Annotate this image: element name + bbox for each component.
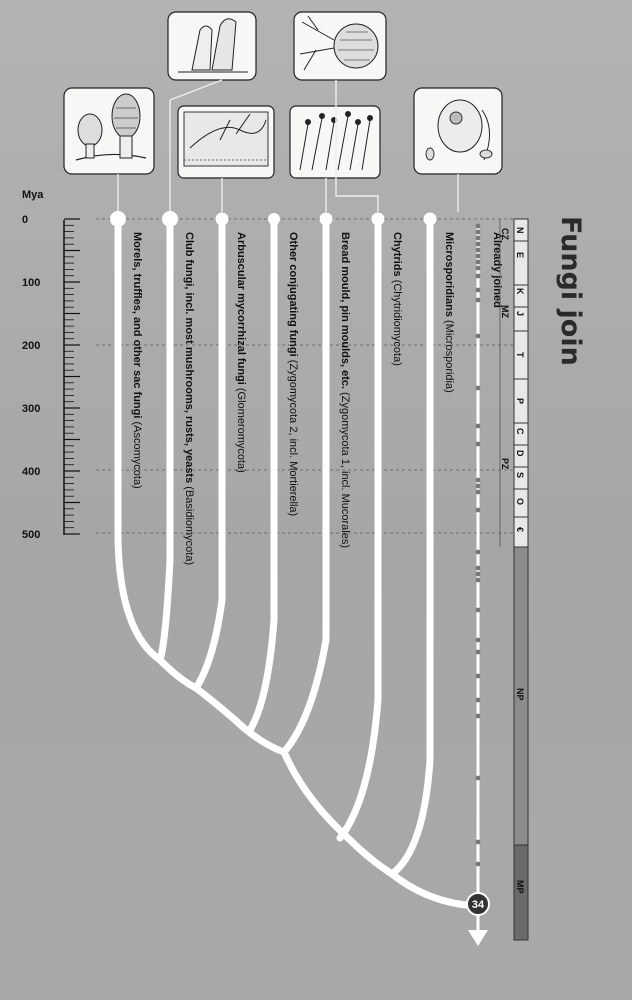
lineage-dot	[476, 572, 481, 577]
lineage-dot	[476, 424, 481, 429]
clade-label-glomeromycota: Arbuscular mycorrhizal fungi (Glomeromycota)	[235, 232, 247, 473]
lineage-dot	[476, 248, 481, 253]
main-lineage	[467, 224, 489, 946]
clade-label-ascomycota: Morels, truffles, and other sac fungi (Ascomycota)	[131, 232, 143, 489]
morel-mushroom-icon	[64, 88, 154, 174]
lineage-dot	[476, 260, 481, 265]
eon-np: NP	[515, 688, 525, 701]
period-cambrian: €	[515, 527, 525, 533]
clade-labels	[131, 232, 503, 565]
era-mz: MZ	[500, 305, 510, 318]
lineage-dot	[476, 840, 481, 845]
lineage-dot	[476, 578, 481, 583]
period-j: J	[515, 311, 525, 317]
period-s: S	[515, 472, 525, 479]
lineage-dot	[476, 386, 481, 391]
clade-label-chytridiomycota: Chytrids (Chytridiomycota)	[391, 232, 403, 366]
lineage-dot	[476, 698, 481, 703]
lineage-dot	[476, 266, 481, 271]
microsporidian-cell-icon	[414, 88, 502, 174]
lineage-dot	[476, 484, 481, 489]
period-e: E	[515, 252, 525, 259]
lineage-dot	[476, 714, 481, 719]
geologic-timescale	[500, 219, 528, 940]
lineage-dot	[476, 442, 481, 447]
page-title: Fungi join	[555, 216, 586, 366]
clade-label-microsporidia: Microsporidians (Microsporidia)	[443, 232, 455, 393]
clade-label-basidiomycota: Club fungi, incl. most mushrooms, rusts, yeasts (Basidiomycota)	[183, 232, 195, 566]
lineage-dot	[476, 230, 481, 235]
lineage-dot	[476, 334, 481, 339]
lineage-dot	[476, 254, 481, 259]
lineage-dot	[476, 242, 481, 247]
chytrid-sporangium-icon	[294, 12, 386, 80]
lineage-dot	[476, 862, 481, 867]
mushroom-cluster-icon	[168, 12, 256, 80]
axis-unit-label: Mya	[22, 189, 44, 201]
period-o: O	[515, 498, 525, 506]
era-cz: CZ	[500, 228, 510, 240]
period-k: K	[515, 288, 525, 295]
major-ticks	[22, 214, 40, 541]
lineage-dot	[476, 608, 481, 613]
already-joined-label: Already joined	[491, 232, 503, 308]
lineage-dot	[476, 508, 481, 513]
clade-label-zygomycota-2: Other conjugating fungi (Zygomycota 2, incl. Mortierella)	[287, 232, 299, 517]
period-c: C	[515, 428, 525, 435]
axis-tick-label: 0	[22, 214, 29, 226]
illustration-panels	[64, 12, 502, 178]
period-t: T	[515, 352, 525, 358]
time-axis	[22, 189, 80, 541]
panel-connectors	[118, 80, 458, 212]
period-d: D	[515, 450, 525, 457]
root-hyphae-icon	[178, 106, 274, 178]
lineage-dot	[476, 224, 481, 229]
lineage-dot	[476, 274, 481, 279]
minor-ticks	[64, 219, 80, 534]
lineage-dot	[476, 776, 481, 781]
lineage-dot	[476, 550, 481, 555]
lineage-dot	[476, 638, 481, 643]
axis-tick-label: 300	[22, 403, 41, 415]
lineage-dot	[476, 566, 481, 571]
axis-tick-label: 100	[22, 277, 41, 289]
era-pz: PZ	[500, 458, 510, 470]
axis-tick-label: 500	[22, 529, 41, 541]
lineage-dot	[476, 478, 481, 483]
lineage-dot	[476, 298, 481, 303]
lineage-dot	[476, 650, 481, 655]
pin-mould-icon	[290, 106, 380, 178]
period-p: P	[515, 398, 525, 405]
lineage-dot	[476, 490, 481, 495]
node-number: 34	[471, 899, 485, 911]
lineage-dot	[476, 288, 481, 293]
eon-mp: MP	[515, 880, 525, 894]
lineage-dot	[476, 236, 481, 241]
period-n: N	[515, 227, 525, 234]
axis-tick-label: 200	[22, 340, 41, 352]
clade-label-zygomycota-1: Bread mould, pin moulds, etc. (Zygomycota 1, incl. Mucorales)	[339, 232, 351, 549]
axis-tick-label: 400	[22, 466, 41, 478]
lineage-dot	[476, 674, 481, 679]
